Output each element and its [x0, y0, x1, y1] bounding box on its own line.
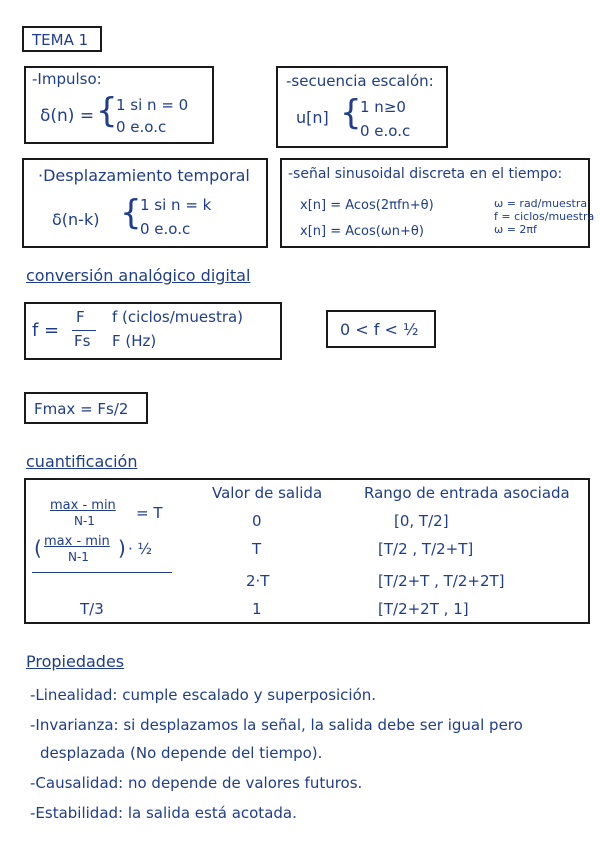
- row2-paren-open: (: [34, 536, 42, 560]
- desplazamiento-lhs: δ(n-k): [52, 210, 100, 229]
- cuantificacion-table: [24, 478, 590, 624]
- desplazamiento-case1: 1 si n = k: [140, 196, 212, 214]
- escalon-lhs: u[n]: [296, 108, 329, 127]
- impulso-lhs: δ(n) =: [40, 106, 95, 126]
- row4-label: T/3: [80, 600, 104, 618]
- row1-valor: 0: [252, 512, 262, 530]
- tema-box: [22, 26, 102, 52]
- propiedad-invarianza: -Invarianza: si desplazamos la señal, la salida debe ser igual pero: [30, 716, 523, 734]
- desplazamiento-box: [22, 158, 268, 248]
- row3-rango: [T/2+T , T/2+2T]: [378, 572, 505, 590]
- conversion-den: Fs: [74, 332, 91, 350]
- row2-rango: [T/2 , T/2+T]: [378, 540, 474, 558]
- conversion-unit1: f (ciclos/muestra): [112, 308, 244, 326]
- propiedad-invarianza-cont: desplazada (No depende del tiempo).: [40, 744, 323, 762]
- range-box: [326, 310, 436, 348]
- conversion-box: [24, 302, 282, 360]
- desplazamiento-case2: 0 e.o.c: [140, 220, 191, 238]
- row1-denominator: N-1: [74, 514, 95, 528]
- row4-rango: [T/2+2T , 1]: [378, 600, 469, 618]
- impulso-brace: {: [96, 91, 118, 131]
- fmax-formula: Fmax = Fs/2: [34, 400, 129, 418]
- escalon-title: -secuencia escalón:: [286, 72, 434, 90]
- impulso-case2: 0 e.o.c: [116, 118, 167, 136]
- row2-paren-close: ): [118, 536, 126, 560]
- propiedad-causalidad: -Causalidad: no depende de valores futuros.: [30, 774, 363, 792]
- impulso-title: -Impulso:: [32, 70, 102, 88]
- conversion-range: 0 < f < ½: [340, 320, 419, 339]
- row1-rango: [0, T/2]: [394, 512, 449, 530]
- row4-valor: 1: [252, 600, 262, 618]
- conversion-fraction-line: [72, 330, 96, 331]
- col-header-rango: Rango de entrada asociada: [364, 484, 570, 502]
- escalon-box: [276, 66, 448, 148]
- row1-numerator: max - min: [50, 498, 116, 513]
- senoidal-note1: ω = rad/muestra: [494, 197, 588, 210]
- row2-valor: T: [252, 540, 262, 558]
- conversion-title: conversión analógico digital: [26, 266, 251, 285]
- cuantificacion-title: cuantificación: [26, 452, 138, 471]
- conversion-f: f =: [32, 320, 60, 341]
- impulso-case1: 1 si n = 0: [116, 96, 189, 114]
- desplazamiento-title: ·Desplazamiento temporal: [38, 166, 250, 185]
- senoidal-note2: f = ciclos/muestra: [494, 210, 595, 223]
- escalon-brace: {: [340, 93, 362, 133]
- senoidal-note3: ω = 2πf: [494, 223, 537, 236]
- tema-title: TEMA 1: [32, 31, 89, 49]
- senoidal-eq2: x[n] = Acos(ωn+θ): [300, 224, 424, 239]
- conversion-num: F: [76, 308, 85, 326]
- desplazamiento-brace: {: [120, 193, 142, 233]
- row1-equals: = T: [136, 504, 163, 522]
- propiedad-linealidad: -Linealidad: cumple escalado y superposición.: [30, 686, 377, 704]
- impulso-box: [24, 66, 214, 144]
- fmax-box: [24, 392, 148, 424]
- escalon-case2: 0 e.o.c: [360, 122, 411, 140]
- propiedad-estabilidad: -Estabilidad: la salida está acotada.: [30, 804, 297, 822]
- row3-valor: 2·T: [246, 572, 270, 590]
- conversion-unit2: F (Hz): [112, 332, 157, 350]
- escalon-case1: 1 n≥0: [360, 98, 406, 116]
- senoidal-eq1: x[n] = Acos(2πfn+θ): [300, 198, 434, 213]
- propiedades-title: Propiedades: [26, 652, 125, 671]
- row2-underline: [32, 572, 172, 573]
- row2-denominator: N-1: [68, 550, 89, 564]
- col-header-valor: Valor de salida: [212, 484, 323, 502]
- row2-numerator: max - min: [44, 534, 110, 549]
- senoidal-title: -señal sinusoidal discreta en el tiempo:: [288, 166, 563, 182]
- senoidal-box: [280, 158, 595, 248]
- row2-tail: · ½: [128, 540, 153, 558]
